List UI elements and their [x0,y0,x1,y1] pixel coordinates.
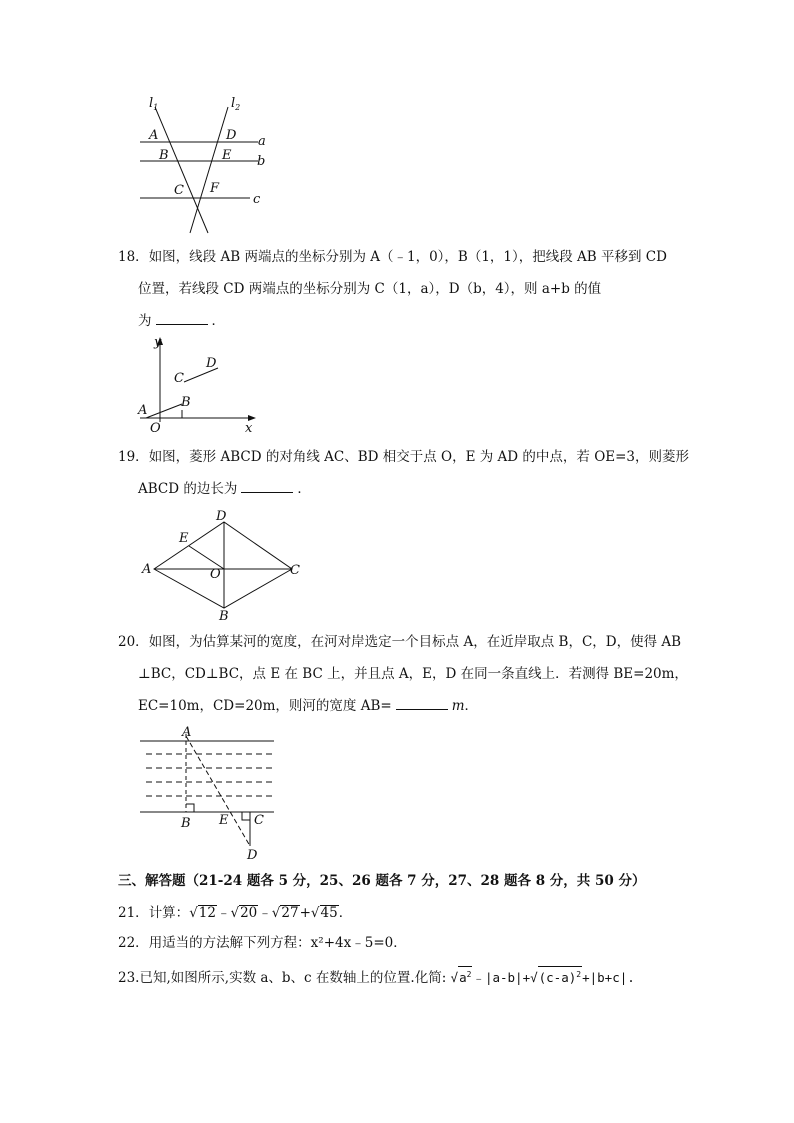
figure-coordinate-plane [136,336,266,436]
segment-OE [189,546,224,569]
question-22: 22．用适当的方法解下列方程：x²+4x﹣5=0． [118,935,407,951]
answer-blank-19[interactable] [241,477,293,493]
question-20-line-3: EC=10m，CD=20m，则河的宽度 AB= m． [138,690,478,722]
segment-AB [146,404,182,418]
label-D: D [247,848,258,863]
label-C: C [290,563,300,578]
label-B: B [219,609,229,624]
question-18-line-2: 位置，若线段 CD 两端点的坐标分别为 C（1，a），D（b，4），则 a+b 的值 [138,281,602,297]
label-y: y [154,335,162,350]
figure-rhombus [140,506,310,626]
label-E: E [222,148,232,163]
right-angle-C [242,812,250,820]
line-l1 [155,107,208,233]
label-F: F [210,181,220,196]
label-D: D [206,356,217,371]
answer-blank-20[interactable] [396,694,448,710]
label-O: O [210,567,221,582]
label-B: B [181,816,191,831]
label-a: a [258,134,266,149]
right-angle-B [186,804,194,812]
rhombus-ABCD [154,522,292,608]
label-B: B [159,148,169,163]
label-D: D [216,509,227,524]
label-x: x [245,421,253,436]
label-c: c [253,192,261,207]
question-18-line-1: 18．如图，线段 AB 两端点的坐标分别为 A（﹣1，0），B（1，1），把线段 AB 平移到 CD [118,249,667,265]
label-b: b [257,154,266,169]
question-20-line-1: 20．如图，为估算某河的宽度，在河对岸选定一个目标点 A，在近岸取点 B，C，D，使得 AB [118,634,682,650]
label-C: C [254,813,264,828]
section-3-heading: 三、解答题（21-24 题各 5 分，25、26 题各 7 分，27、28 题各 8 分，共 50 分） [118,873,646,889]
label-A: A [142,562,152,577]
label-D: D [226,128,237,143]
label-A: A [149,128,159,143]
answer-blank-18[interactable] [156,309,208,325]
label-l2: $l_2$ [231,96,241,112]
question-18-line-3: 为 ． [138,305,225,337]
label-C: C [174,371,184,386]
label-l1: $l_1$ [149,96,159,112]
label-A: A [138,403,148,418]
segment-AD [186,736,250,846]
label-B: B [181,395,191,410]
figure-parallel-lines [130,95,280,240]
question-19-line-1: 19．如图，菱形 ABCD 的对角线 AC、BD 相交于点 O，E 为 AD 的中点，若 OE=3，则菱形 [118,449,690,465]
question-21: 21．计算：√12﹣√20﹣√27+√45． [118,905,353,921]
question-23: 23.已知,如图所示,实数 a、b、c 在数轴上的位置.化简: $√a^2﹣|a-b|+√(c-a)^2+|b+c|$. [118,962,635,994]
question-20-line-2: ⊥BC，CD⊥BC，点 E 在 BC 上，并且点 A，E，D 在同一条直线上．若测得 BE=20m， [138,666,688,682]
label-O: O [150,421,161,436]
figure-river-width [136,724,286,864]
simplify-expression: $√a^2﹣|a-b|+√(c-a)^2+|b+c|$. [451,970,635,985]
question-19-line-2: ABCD 的边长为 ． [138,473,311,505]
label-E: E [179,531,189,546]
label-E: E [219,813,229,828]
label-A: A [182,725,192,740]
label-C: C [174,183,184,198]
line-l2 [190,107,228,233]
